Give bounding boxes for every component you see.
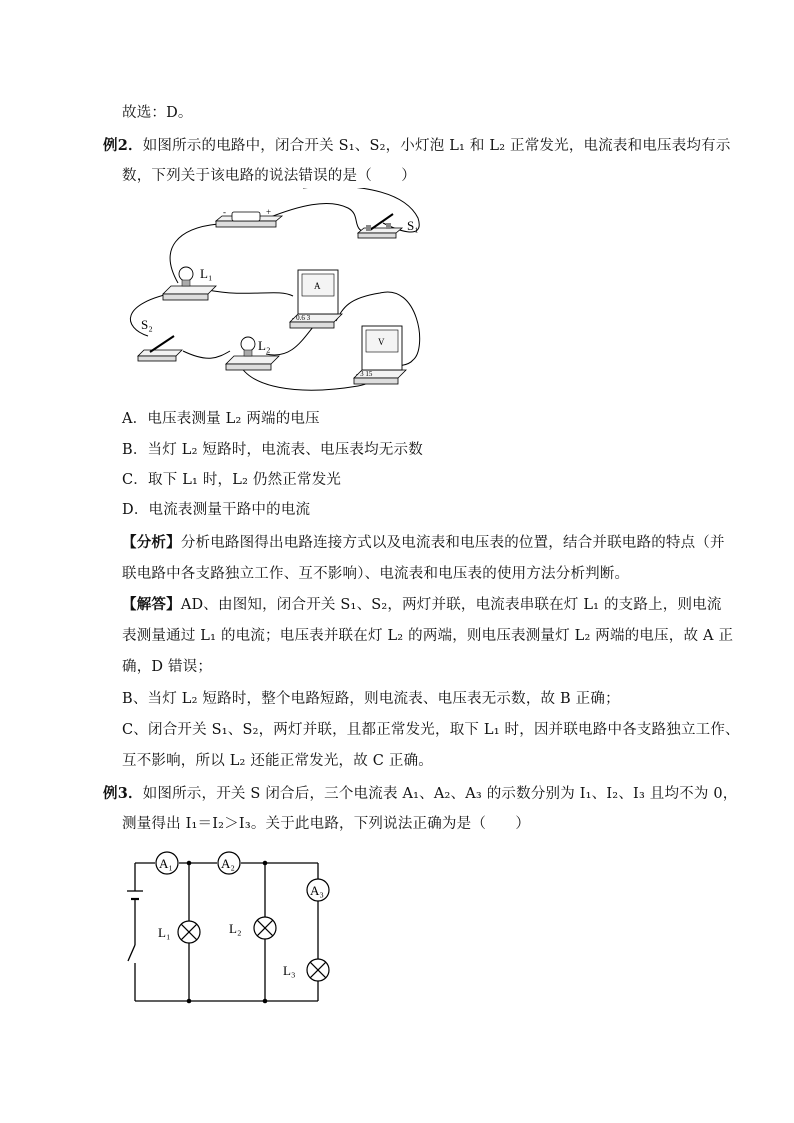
voltmeter-label: V — [378, 337, 385, 347]
s2-label: S₂ — [141, 317, 153, 332]
ammeter-label: A — [314, 281, 321, 291]
example-2-question-text: 如图所示的电路中，闭合开关 S₁、S₂，小灯泡 L₁ 和 L₂ 正常发光，电流表和电压表均有示 — [142, 138, 731, 154]
lamp-l1-symbol — [178, 921, 200, 943]
battery-minus-label: - — [223, 207, 226, 217]
answer-line-3: 确，D 错误； — [122, 659, 213, 675]
lamp-l3-symbol — [307, 959, 329, 981]
wire — [183, 351, 230, 358]
wire — [268, 203, 373, 233]
example-3-question-line-2: 测量得出 I₁＝I₂＞I₃。关于此电路，下列说法正确为是（ ） — [122, 816, 531, 832]
junction-dot — [187, 999, 192, 1004]
option-a: A．电压表测量 L₂ 两端的电压 — [122, 411, 320, 427]
example-2-label: 例2． — [103, 137, 143, 154]
example-3-circuit-diagram — [125, 845, 345, 1015]
example-2-question-line-1 — [103, 134, 731, 155]
answer-line-6: 互不影响，所以 L₂ 还能正常发光，故 C 正确。 — [122, 753, 433, 769]
intro-line: 故选：D。 — [122, 105, 193, 121]
analysis-line-1 — [122, 531, 725, 552]
option-b: B．当灯 L₂ 短路时，电流表、电压表均无示数 — [122, 442, 423, 458]
junction-dot — [187, 861, 192, 866]
analysis-text-1: 分析电路图得出电路连接方式以及电流表和电压表的位置，结合并联电路的特点（并 — [180, 535, 725, 551]
a2-label: A₂ — [221, 856, 235, 871]
wire — [303, 188, 419, 232]
example-2-circuit-figure — [118, 188, 438, 398]
answer-text-1: AD、由图知，闭合开关 S₁、S₂，两灯并联，电流表串联在灯 L₁ 的支路上，则电流 — [180, 597, 722, 613]
junction-dot — [263, 861, 268, 866]
s1-label: S₁ — [407, 218, 419, 233]
answer-line-5: C、闭合开关 S₁、S₂，两灯并联，且都正常发光，取下 L₁ 时，因并联电路中各支路独立工作、 — [122, 722, 740, 738]
answer-label: 【解答】 — [122, 596, 181, 613]
example-3-question-text: 如图所示，开关 S 闭合后，三个电流表 A₁、A₂、A₃ 的示数分别为 I₁、I₂、I₃ 且均不为 0， — [142, 786, 738, 802]
l2-label: L₂ — [258, 338, 271, 353]
switch-blade — [128, 945, 135, 961]
l3-symbol-label: L₃ — [283, 963, 296, 978]
voltmeter — [354, 326, 406, 384]
analysis-line-2: 联电路中各支路独立工作、互不影响）、电流表和电压表的使用方法分析判断。 — [122, 566, 630, 582]
example-3-label: 例3． — [103, 785, 143, 802]
ammeter-scale: - 0.6 3 — [292, 314, 311, 322]
l2-symbol-label: L₂ — [229, 921, 242, 936]
voltmeter-scale: - 3 15 — [356, 370, 373, 378]
switch-s1 — [358, 214, 402, 238]
option-d: D．电流表测量干路中的电流 — [122, 502, 311, 518]
lamp-l2-symbol — [254, 917, 276, 939]
junction-dot — [263, 999, 268, 1004]
battery-plus-label: + — [266, 207, 272, 217]
analysis-label: 【分析】 — [122, 534, 181, 551]
l1-symbol-label: L₁ — [158, 925, 171, 940]
answer-line-1 — [122, 593, 722, 614]
l1-label: L₁ — [200, 266, 213, 281]
a1-label: A₁ — [159, 856, 173, 871]
wire — [208, 290, 293, 296]
lamp-l2 — [226, 337, 279, 370]
battery — [216, 207, 282, 227]
a3-label: A₃ — [310, 883, 324, 898]
switch-s2 — [138, 336, 182, 361]
example-3-question-line-1 — [103, 782, 738, 803]
example-2-question-line-2: 数，下列关于该电路的说法错误的是（ ） — [122, 168, 416, 184]
option-c: C．取下 L₁ 时，L₂ 仍然正常发光 — [122, 472, 342, 488]
ammeter — [290, 270, 342, 328]
answer-line-4: B、当灯 L₂ 短路时，整个电路短路，则电流表、电压表无示数，故 B 正确； — [122, 691, 620, 707]
answer-line-2: 表测量通过 L₁ 的电流；电压表并联在灯 L₂ 的两端，则电压表测量灯 L₂ 两端的电压，故 A 正 — [122, 628, 734, 644]
